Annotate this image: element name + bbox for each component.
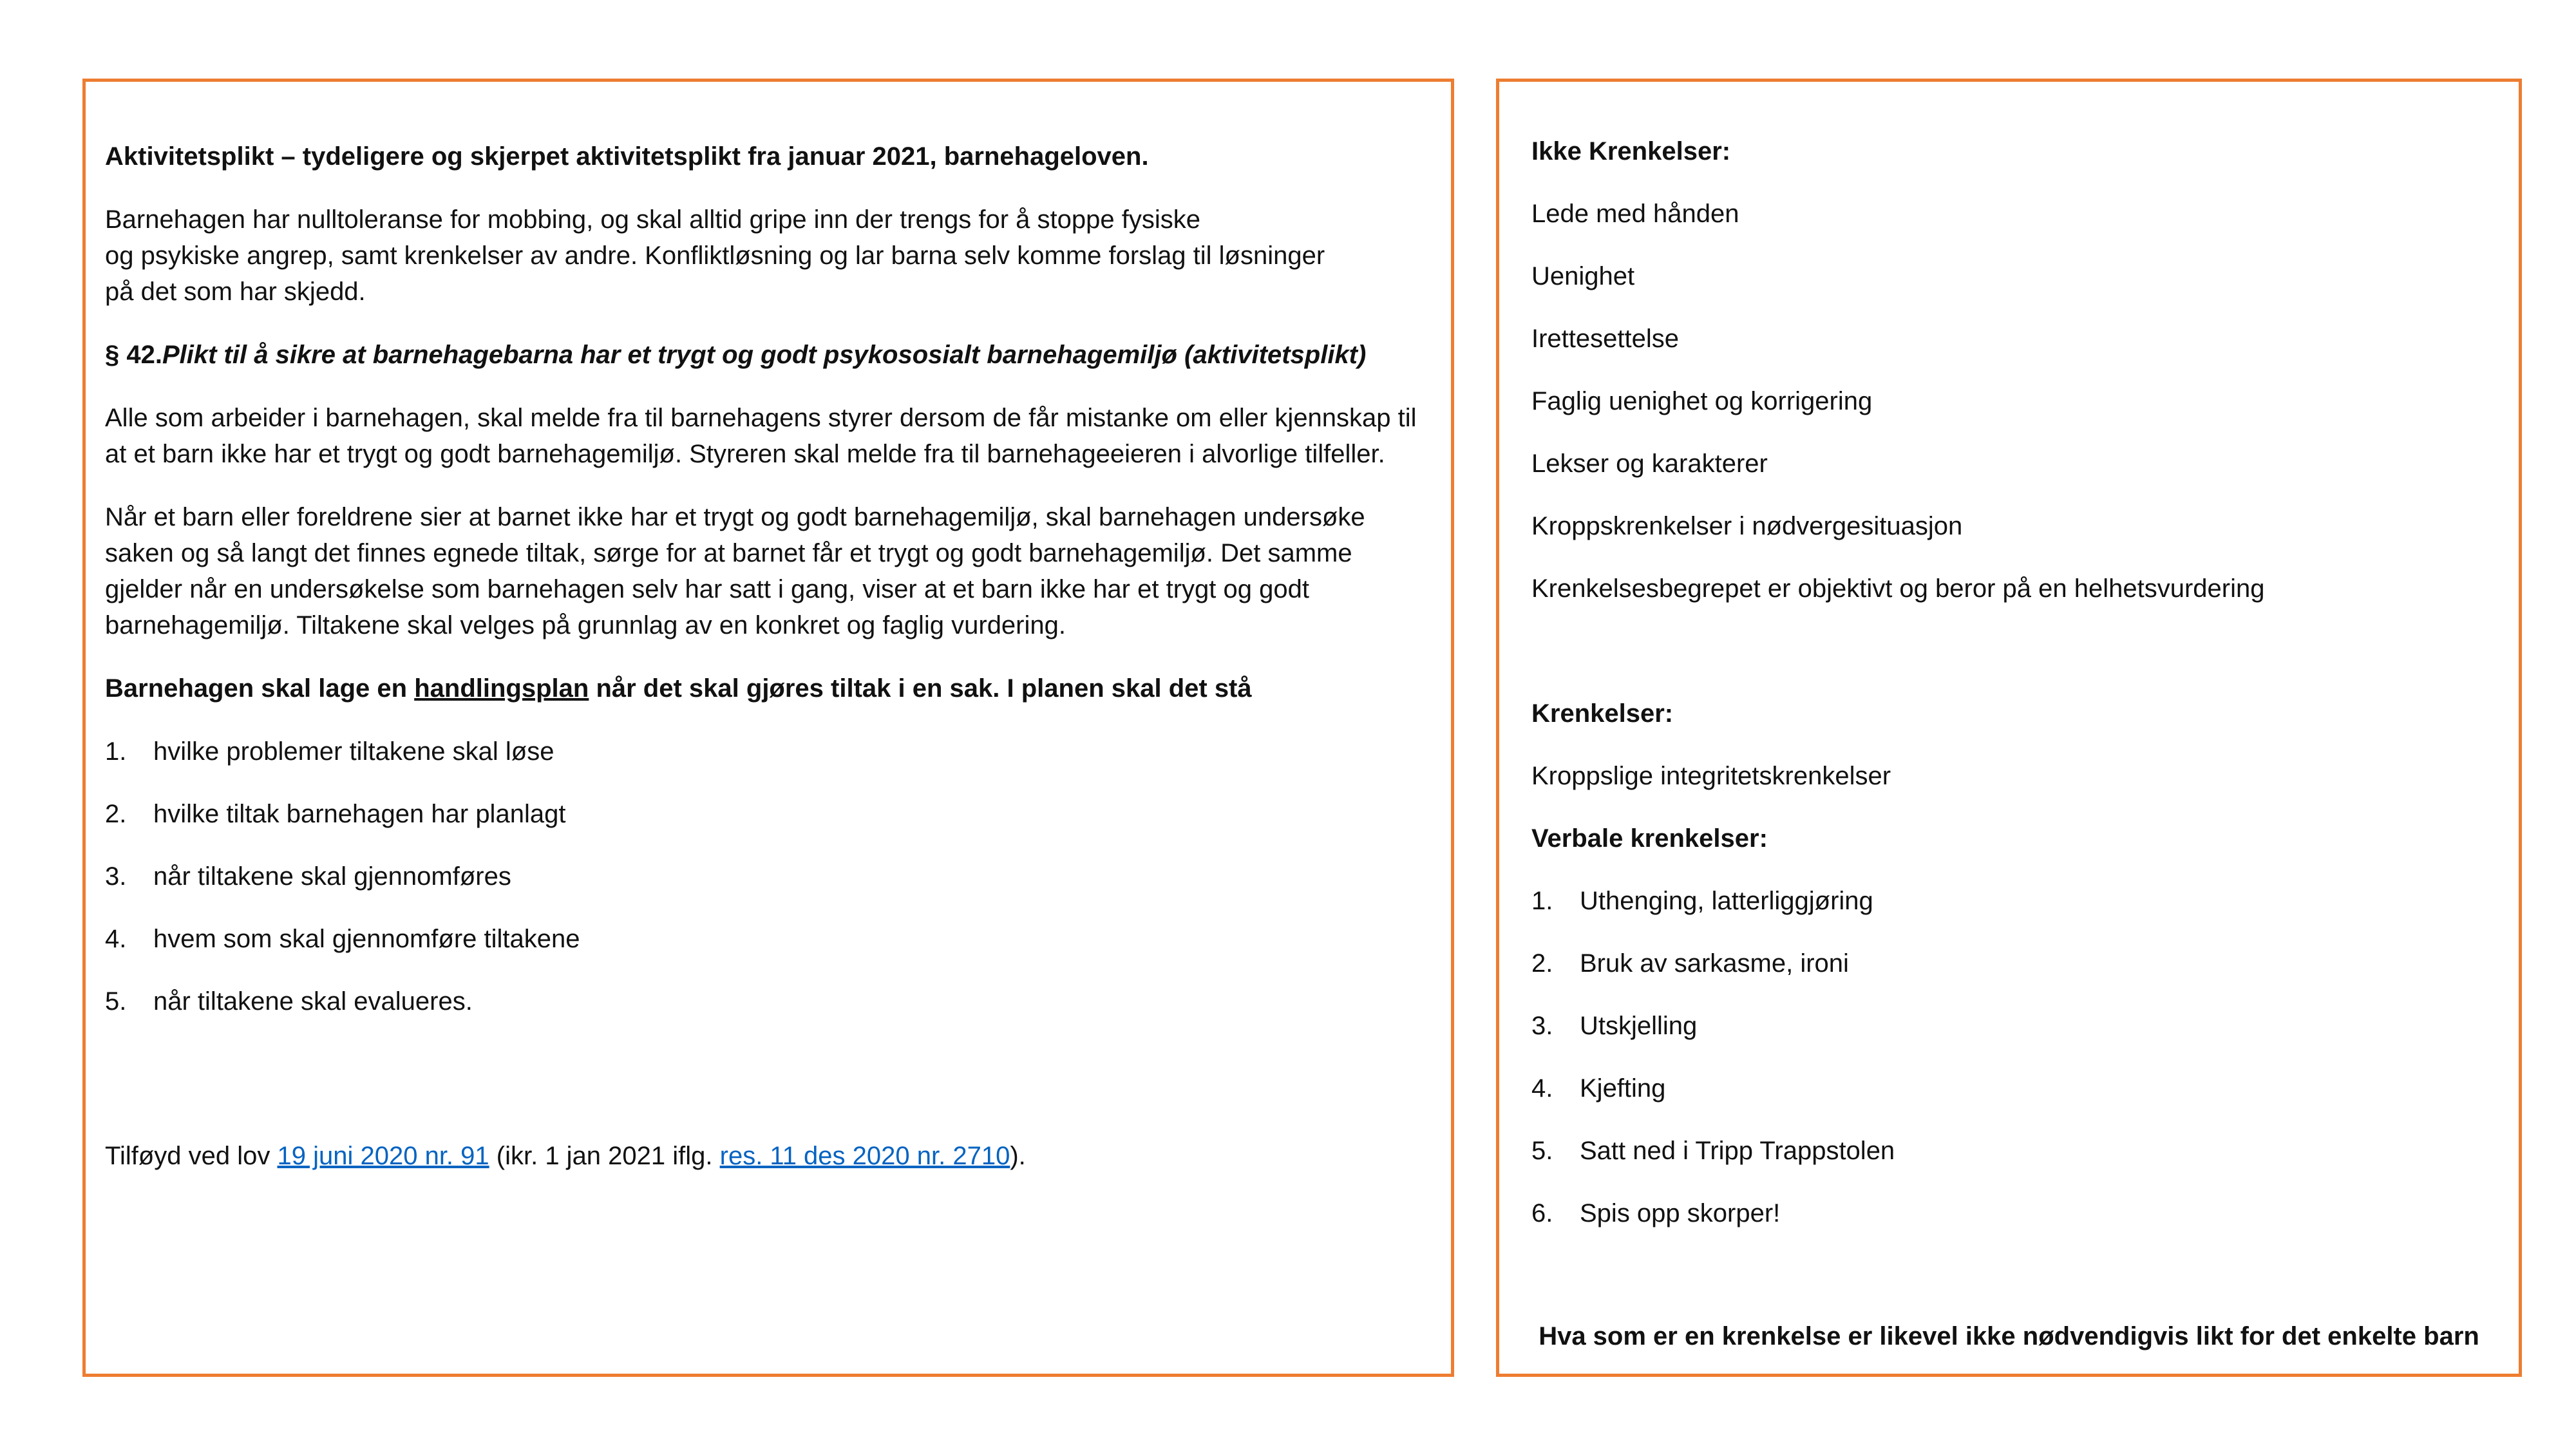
list-item-number: 5. <box>105 987 127 1016</box>
paragraph-investigation: Når et barn eller foreldrene sier at barnet ikke har et trygt og godt barnehagemiljø, skal barnehagen undersøke saken og så langt det finnes egnede tiltak, sørge for at barnet får et trygt og godt barnehagemiljø. Det samme gjelder når en undersøkelse som barnehagen selv har satt i gang, viser at et barn ikke har et trygt og godt barnehagemiljø. Tiltakene skal velges på grunnlag av en konkret og faglig vurdering. <box>105 503 1365 639</box>
intro-line-3: på det som har skjedd. <box>105 278 366 306</box>
list-item-text: når tiltakene skal evalueres. <box>153 987 473 1016</box>
action-plan-intro-pre: Barnehagen skal lage en <box>105 674 415 703</box>
resolution-link[interactable]: res. 11 des 2020 nr. 2710 <box>719 1142 1010 1170</box>
conclusion-text: Hva som er en krenkelse er likevel ikke nødvendigvis likt for det enkelte barn <box>1539 1322 2479 1350</box>
footnote-prefix: Tilføyd ved lov <box>105 1142 278 1170</box>
list-item <box>1531 1133 2486 1169</box>
not-violation-item: Lekser og karakterer <box>1531 450 1768 478</box>
list-item <box>105 983 1432 1019</box>
action-plan-term: handlingsplan <box>414 674 589 703</box>
list-item-number: 3. <box>105 862 127 891</box>
right-panel <box>1496 79 2522 1377</box>
footnote-suffix: ). <box>1010 1142 1026 1170</box>
list-item <box>105 734 1432 770</box>
list-item-text: Uthenging, latterliggjøring <box>1580 887 1873 915</box>
list-item-text: hvilke problemer tiltakene skal løse <box>153 737 554 766</box>
action-plan-intro-post: når det skal gjøres tiltak i en sak. I planen skal det stå <box>589 674 1252 703</box>
not-violation-item: Lede med hånden <box>1531 200 1739 228</box>
intro-paragraph <box>105 202 1432 310</box>
left-panel <box>82 79 1454 1377</box>
list-item <box>1531 1070 2486 1106</box>
list-item-number: 1. <box>1531 887 1553 915</box>
list-item-text: Bruk av sarkasme, ironi <box>1580 949 1849 978</box>
verbal-violations-list <box>1531 883 2486 1231</box>
list-item-text: hvilke tiltak barnehagen har planlagt <box>153 800 566 828</box>
left-heading: Aktivitetsplikt – tydeligere og skjerpet aktivitetsplikt fra januar 2021, barnehageloven. <box>105 142 1149 171</box>
amendment-footnote <box>105 1138 1026 1174</box>
not-violation-item: Uenighet <box>1531 262 1635 290</box>
section-heading <box>105 337 1432 373</box>
violations-heading: Krenkelser: <box>1531 699 1674 728</box>
not-violation-item: Faglig uenighet og korrigering <box>1531 387 1873 415</box>
not-violations-heading: Ikke Krenkelser: <box>1531 137 1731 166</box>
paragraph-reporting: Alle som arbeider i barnehagen, skal melde fra til barnehagens styrer dersom de får mistanke om eller kjennskap til at et barn ikke har et trygt og godt barnehagemiljø. Styreren skal melde fra til barnehageeieren i alvorlige tilfeller. <box>105 404 1417 468</box>
verbal-violations-heading: Verbale krenkelser: <box>1531 824 1768 853</box>
section-title: Plikt til å sikre at barnehagebarna har et trygt og godt psykososialt barnehagemiljø (aktivitetsplikt) <box>162 341 1367 369</box>
list-item <box>105 921 1432 957</box>
list-item <box>105 858 1432 895</box>
list-item-number: 5. <box>1531 1137 1553 1165</box>
list-item-text: når tiltakene skal gjennomføres <box>153 862 511 891</box>
list-item <box>1531 945 2486 981</box>
list-item-number: 3. <box>1531 1012 1553 1040</box>
list-item <box>105 796 1432 832</box>
list-item-text: Satt ned i Tripp Trappstolen <box>1580 1137 1895 1165</box>
section-number: § 42. <box>105 341 162 369</box>
list-item-text: Spis opp skorper! <box>1580 1199 1781 1227</box>
footnote-middle: (ikr. 1 jan 2021 iflg. <box>489 1142 720 1170</box>
not-violation-item: Krenkelsesbegrepet er objektivt og beror på en helhetsvurdering <box>1531 574 2265 603</box>
list-item-text: Utskjelling <box>1580 1012 1698 1040</box>
list-item-number: 2. <box>105 800 127 828</box>
list-item-number: 1. <box>105 737 127 766</box>
list-item-text: Kjefting <box>1580 1074 1666 1103</box>
list-item-number: 6. <box>1531 1199 1553 1227</box>
list-item-number: 2. <box>1531 949 1553 978</box>
list-item-text: hvem som skal gjennomføre tiltakene <box>153 925 580 953</box>
list-item <box>1531 883 2486 919</box>
action-plan-list <box>105 734 1432 1019</box>
action-plan-intro <box>105 670 1432 706</box>
not-violation-item: Kroppskrenkelser i nødvergesituasjon <box>1531 512 1963 540</box>
not-violation-item: Irettesettelse <box>1531 325 1680 353</box>
law-link[interactable]: 19 juni 2020 nr. 91 <box>277 1142 489 1170</box>
intro-line-2: og psykiske angrep, samt krenkelser av andre. Konfliktløsning og lar barna selv komme forslag til løsninger <box>105 242 1325 270</box>
list-item-number: 4. <box>1531 1074 1553 1103</box>
physical-violations: Kroppslige integritetskrenkelser <box>1531 762 1891 790</box>
list-item <box>1531 1008 2486 1044</box>
list-item <box>1531 1195 2486 1231</box>
intro-line-1: Barnehagen har nulltoleranse for mobbing, og skal alltid gripe inn der trengs for å stoppe fysiske <box>105 205 1200 234</box>
list-item-number: 4. <box>105 925 127 953</box>
